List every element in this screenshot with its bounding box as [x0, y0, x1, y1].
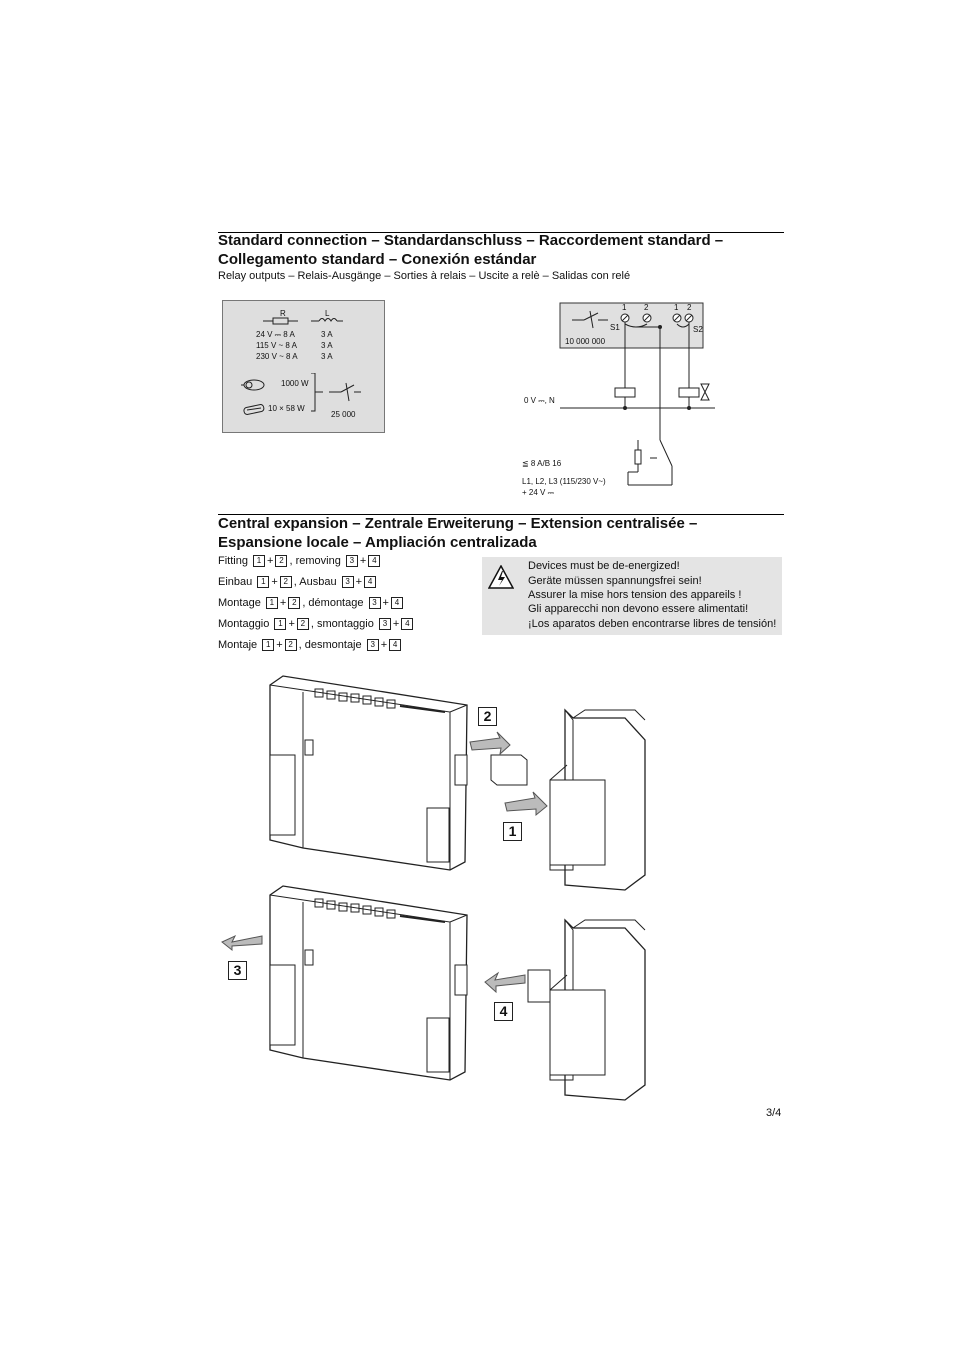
plus: + [271, 576, 278, 588]
plus: + [267, 555, 274, 567]
page-number: 3/4 [766, 1107, 782, 1119]
cycles-value: 25 000 [331, 410, 356, 419]
col-r-label: R [280, 309, 286, 318]
terminal-2b: 2 [687, 303, 692, 312]
step-ref-4: 4 [368, 555, 380, 567]
plus: + [359, 555, 367, 567]
step-ref-1: 1 [253, 555, 265, 567]
fitting-word: Montaje [218, 639, 258, 651]
resistor-inductor-icon [263, 316, 353, 326]
label-s1: S1 [610, 323, 620, 332]
plus: + [380, 639, 388, 651]
step-ref-2: 2 [280, 576, 292, 588]
removing-word: , removing [289, 555, 341, 567]
lamp-icon [241, 378, 267, 392]
expansion-title-line1: Central expansion – Zentrale Erweiterung – Extension centralisée – [218, 515, 698, 532]
expansion-title-line2: Espansione locale – Ampliación centralizada [218, 534, 537, 551]
step-ref-2: 2 [275, 555, 287, 567]
fitting-line-es [218, 638, 403, 652]
step-ref-2: 2 [285, 639, 297, 651]
step-badge-4: 4 [494, 1002, 513, 1021]
fitting-line-en [218, 554, 382, 568]
fluorescent-lamp-icon [241, 403, 267, 417]
removing-illustration [220, 880, 670, 1105]
plus: + [392, 618, 400, 630]
removing-word: , desmontaje [298, 639, 362, 651]
step-ref-4: 4 [391, 597, 403, 609]
step-ref-1: 1 [257, 576, 269, 588]
terminal-2a: 2 [644, 303, 649, 312]
fitting-line-it [218, 617, 415, 631]
section-subtitle: Relay outputs – Relais-Ausgänge – Sorties à relais – Uscite a relè – Salidas con relé [218, 270, 631, 282]
step-ref-2: 2 [297, 618, 309, 630]
rating-row-2-l: 3 A [321, 341, 333, 350]
step-ref-1: 1 [262, 639, 274, 651]
step-ref-3: 3 [369, 597, 381, 609]
step-ref-4: 4 [364, 576, 376, 588]
fitting-line-de [218, 575, 378, 589]
section-title-line2: Collegamento standard – Conexión estándar [218, 251, 537, 268]
rating-row-2: 115 V ~ 8 A [256, 341, 297, 350]
supply-label-1: L1, L2, L3 (115/230 V~) [522, 477, 606, 486]
step-badge-2: 2 [478, 707, 497, 726]
zero-volt-label: 0 V ⎓, N [524, 396, 555, 405]
plus: + [279, 597, 287, 609]
col-l-label: L [325, 309, 330, 318]
step-ref-3: 3 [379, 618, 391, 630]
rating-row-1: 24 V ⎓ 8 A [256, 330, 295, 339]
warning-line-it: Gli apparecchi non devono essere alimentati! [528, 603, 749, 615]
step-badge-3: 3 [228, 961, 247, 980]
rating-row-1-l: 3 A [321, 330, 333, 339]
step-ref-3: 3 [342, 576, 354, 588]
rating-row-3: 230 V ~ 8 A [256, 352, 298, 361]
lamp-rating-1: 1000 W [281, 379, 309, 388]
removing-word: , démontage [302, 597, 364, 609]
supply-label-2: + 24 V ⎓ [522, 488, 554, 497]
fitting-word: Fitting [218, 555, 248, 567]
label-s2: S2 [693, 325, 703, 334]
warning-line-de: Geräte müssen spannungsfrei sein! [528, 575, 702, 587]
step-ref-1: 1 [274, 618, 286, 630]
step-badge-1: 1 [503, 822, 522, 841]
step-ref-3: 3 [367, 639, 379, 651]
high-voltage-warning-icon [488, 565, 514, 589]
lamp-rating-2: 10 × 58 W [268, 404, 305, 413]
fitting-word: Montage [218, 597, 261, 609]
plus: + [355, 576, 363, 588]
removing-word: , Ausbau [293, 576, 337, 588]
warning-box [482, 557, 782, 635]
operations-count: 10 000 000 [565, 337, 606, 346]
section-title-line1: Standard connection – Standardanschluss – Raccordement standard – [218, 232, 724, 249]
plus: + [288, 618, 295, 630]
fuse-label: ≦ 8 A/B 16 [522, 459, 562, 468]
fitting-line-fr [218, 596, 405, 610]
step-ref-4: 4 [389, 639, 401, 651]
relay-ratings-box [222, 300, 385, 433]
fitting-illustration [255, 670, 675, 895]
rating-row-3-l: 3 A [321, 352, 333, 361]
terminal-1a: 1 [622, 303, 627, 312]
bracket-contact-icon [309, 373, 369, 413]
warning-line-fr: Assurer la mise hors tension des appareils ! [528, 589, 742, 601]
step-ref-1: 1 [266, 597, 278, 609]
removing-word: , smontaggio [310, 618, 374, 630]
fitting-word: Montaggio [218, 618, 270, 630]
step-ref-2: 2 [288, 597, 300, 609]
step-ref-3: 3 [346, 555, 358, 567]
step-ref-4: 4 [401, 618, 413, 630]
fitting-word: Einbau [218, 576, 253, 588]
warning-line-en: Devices must be de-energized! [528, 560, 680, 572]
terminal-1b: 1 [674, 303, 679, 312]
plus: + [382, 597, 389, 609]
warning-line-es: ¡Los aparatos deben encontrarse libres de tensión! [528, 618, 777, 630]
plus: + [276, 639, 283, 651]
